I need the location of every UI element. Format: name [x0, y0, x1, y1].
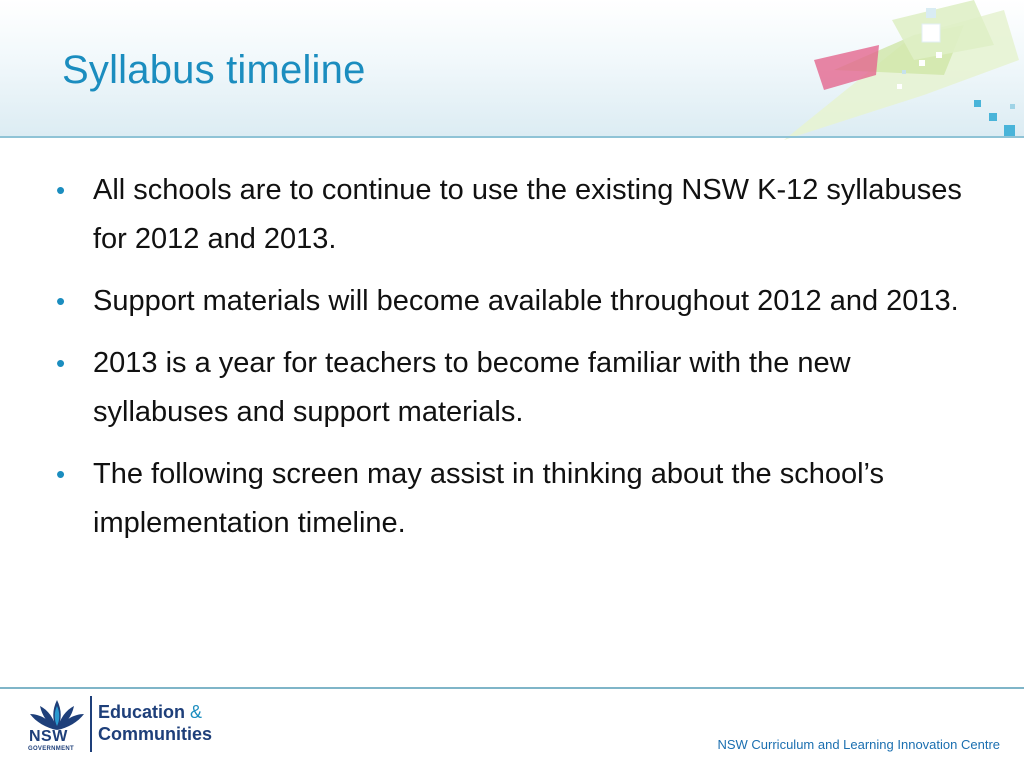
bullet-text: The following screen may assist in thinking about the school’s implementation timeline. [93, 458, 884, 539]
bullet-item [52, 339, 972, 437]
bullet-list [52, 166, 972, 561]
bullet-text: 2013 is a year for teachers to become familiar with the new syllabuses and support materials. [93, 347, 851, 428]
bullet-item [52, 450, 972, 548]
bullet-icon: • [56, 175, 66, 205]
bullet-text: Support materials will become available throughout 2012 and 2013. [93, 285, 959, 317]
logo-divider [90, 696, 92, 752]
slide-title: Syllabus timeline [62, 48, 366, 92]
logo-nsw-text: NSW [29, 728, 68, 745]
bullet-text: All schools are to continue to use the existing NSW K-12 syllabuses for 2012 and 2013. [93, 174, 962, 255]
logo-ampersand: & [190, 702, 203, 722]
logo-government-text: GOVERNMENT [28, 746, 75, 752]
header-divider [0, 136, 1024, 138]
logo-communities-text: Communities [98, 724, 213, 744]
logo-education-text: Education [98, 702, 186, 722]
bullet-icon: • [56, 348, 66, 378]
footer-org-name: NSW Curriculum and Learning Innovation Centre [717, 737, 1000, 752]
header-decoration [664, 0, 1024, 140]
bullet-item [52, 277, 972, 326]
footer-divider [0, 687, 1024, 689]
bullet-icon: • [56, 286, 66, 316]
bullet-item [52, 166, 972, 264]
nsw-education-logo [24, 690, 244, 756]
logo-education-line [98, 702, 202, 723]
bullet-icon: • [56, 459, 66, 489]
